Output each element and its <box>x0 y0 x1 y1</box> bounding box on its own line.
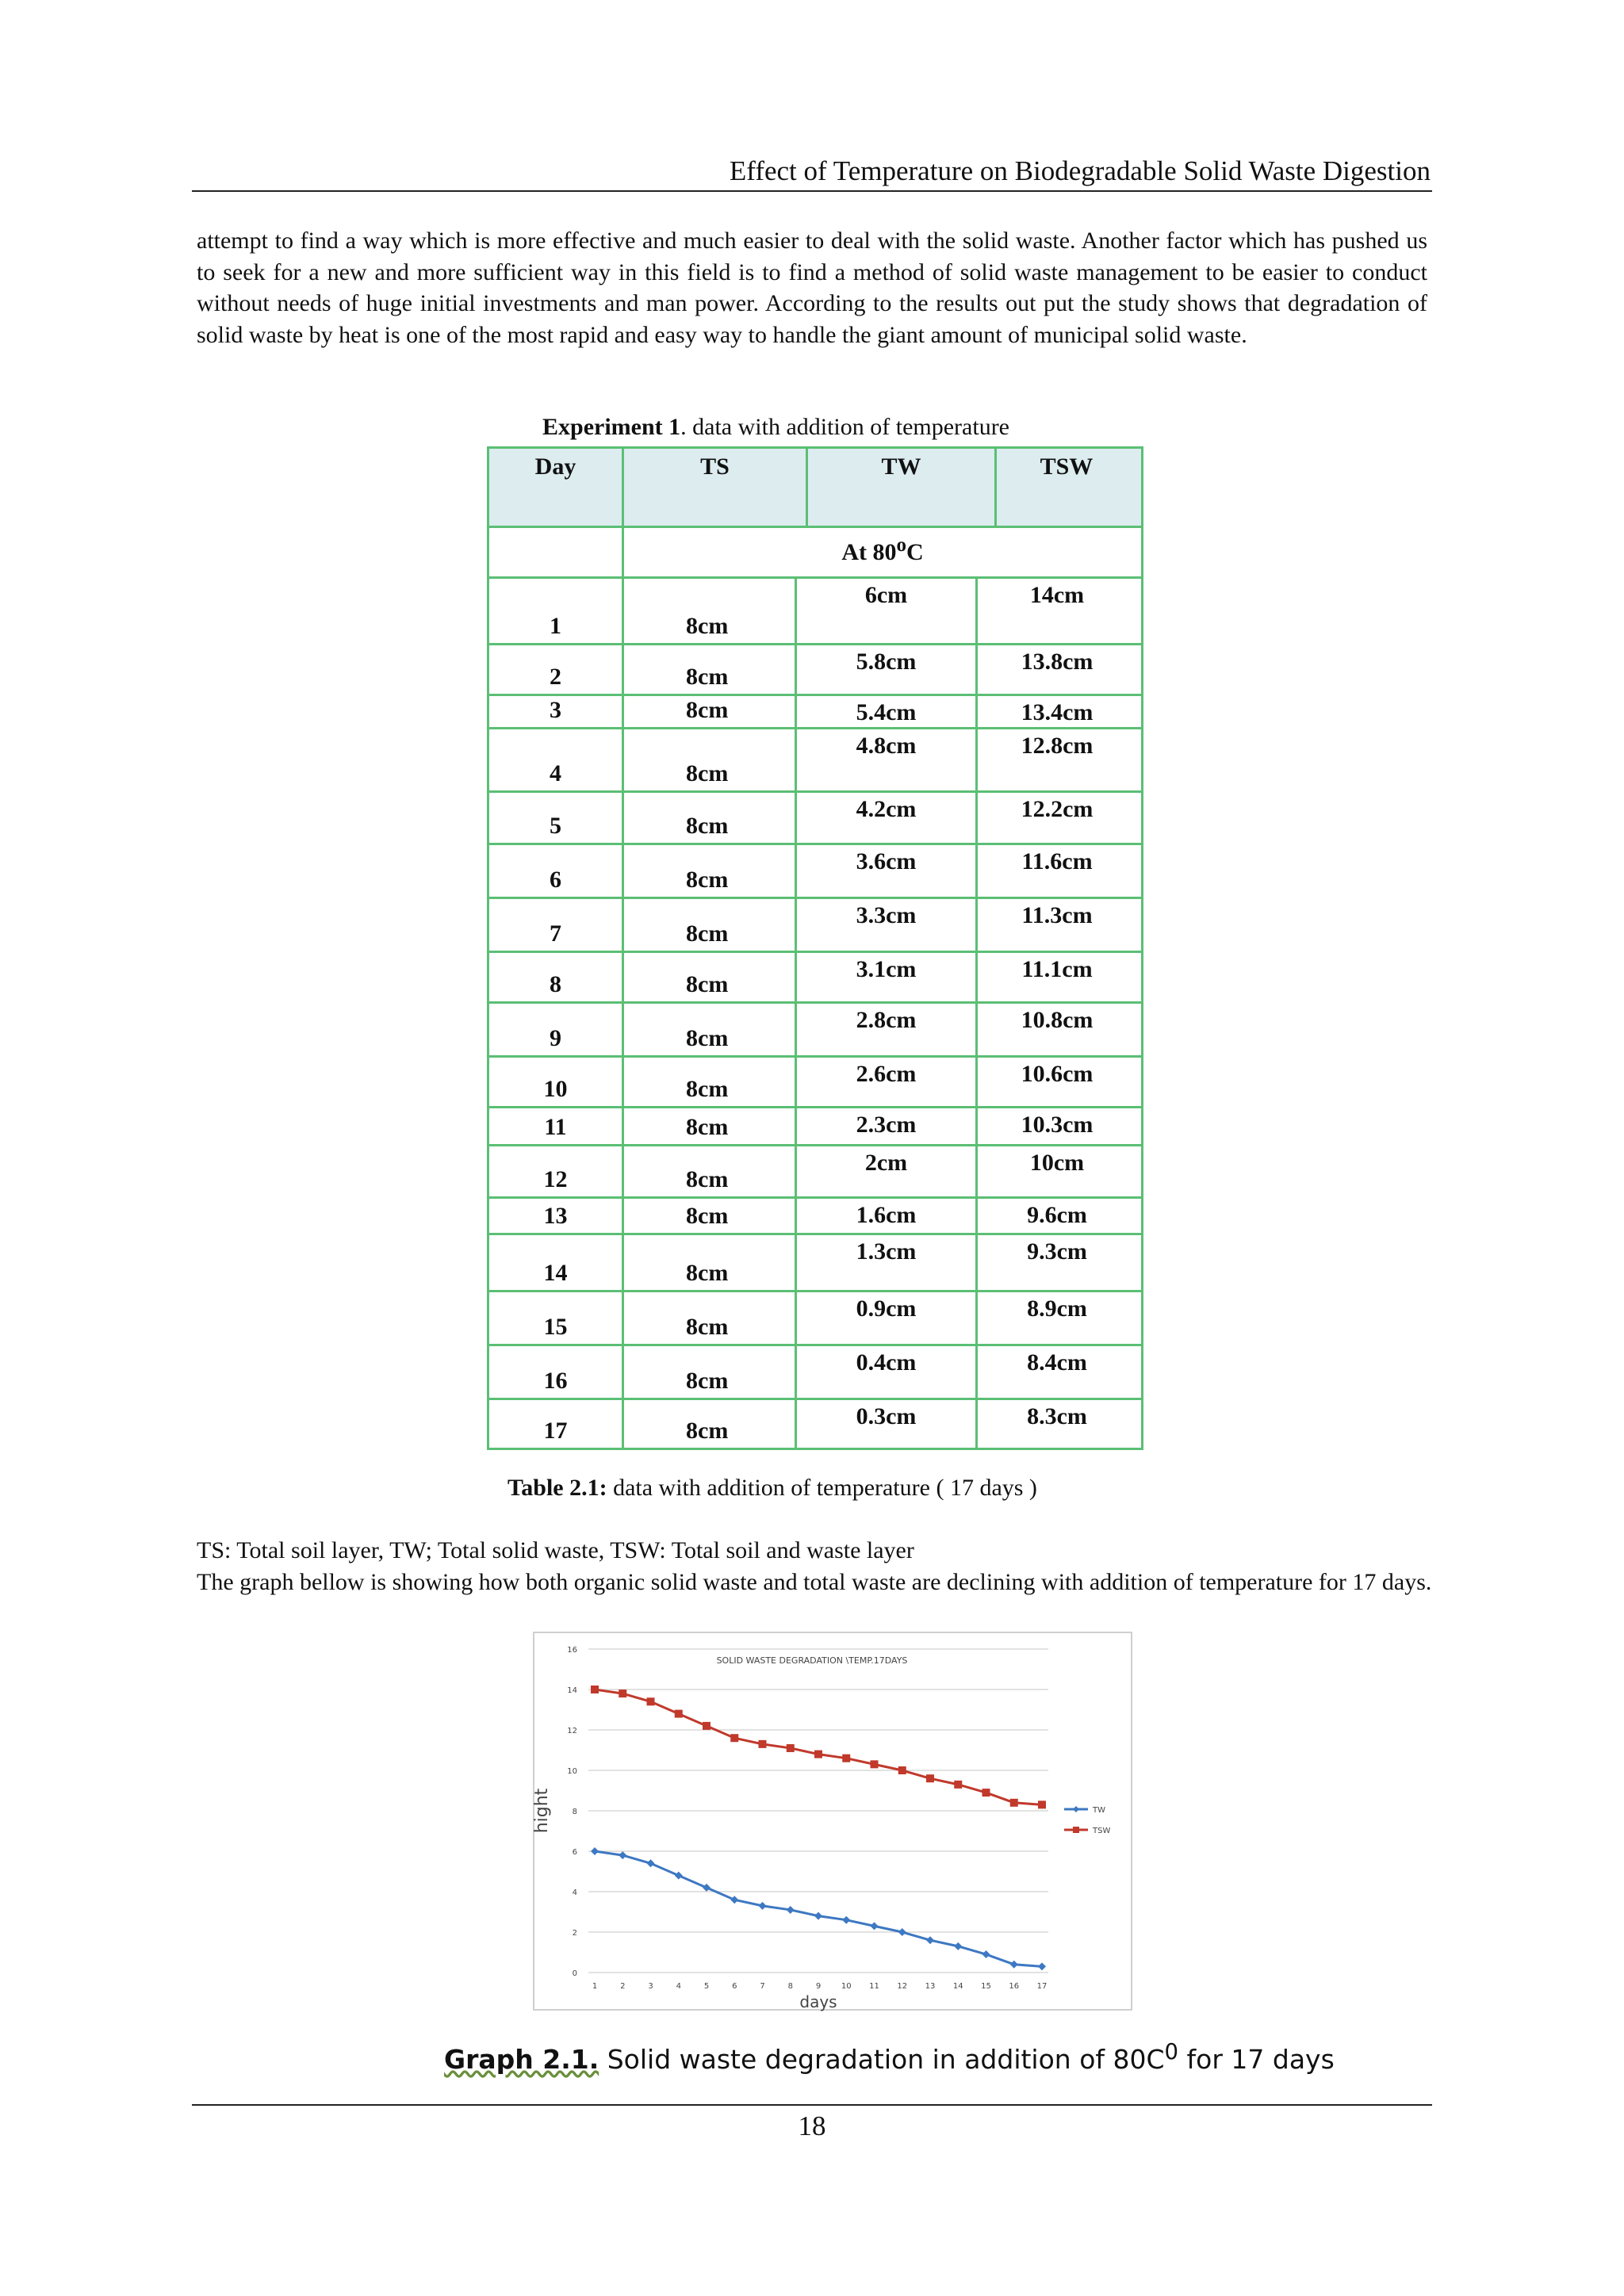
tw-cell-text: 2.8cm <box>856 1007 917 1033</box>
tw-cell-text: 3.3cm <box>856 902 917 928</box>
ts-cell-text: 8cm <box>686 1368 729 1394</box>
ts-cell-text: 8cm <box>686 760 729 786</box>
tsw-cell <box>978 579 1136 643</box>
ts-cell-text: 8cm <box>686 1076 729 1102</box>
ts-cell-text: 8cm <box>686 697 729 723</box>
ts-cell-text: 8cm <box>686 1166 729 1192</box>
x-tick-label: 9 <box>815 1982 822 1991</box>
tw-cell-text: 4.8cm <box>856 733 917 759</box>
ts-cell <box>624 1058 797 1106</box>
tsw-cell-text: 10cm <box>1029 1150 1085 1176</box>
tw-cell <box>797 579 978 643</box>
day-cell <box>489 1146 624 1196</box>
tsw-cell-text: 10.3cm <box>1021 1112 1094 1138</box>
caption-rest: . data with addition of temperature <box>680 414 1009 440</box>
data-point-tsw <box>1038 1800 1046 1808</box>
table-row <box>489 1199 1141 1235</box>
ts-cell-text: 8cm <box>686 1025 729 1051</box>
x-tick-label: 5 <box>703 1982 710 1991</box>
tw-cell <box>797 1108 978 1144</box>
ts-cell-text: 8cm <box>686 1418 729 1444</box>
line-chart <box>533 1632 1132 2011</box>
x-tick-label: 1 <box>592 1982 598 1991</box>
legend-marker-tsw <box>1073 1827 1079 1833</box>
table-row <box>489 1400 1141 1448</box>
x-tick-label: 10 <box>841 1982 852 1991</box>
day-cell-text: 16 <box>543 1368 568 1394</box>
table-row <box>489 1346 1141 1400</box>
data-point-tsw <box>675 1710 683 1718</box>
table-top-caption <box>542 414 1009 441</box>
table-row <box>489 793 1141 845</box>
day-cell <box>489 899 624 951</box>
day-cell <box>489 1235 624 1290</box>
data-point-tsw <box>591 1686 599 1693</box>
tsw-cell <box>978 1004 1136 1055</box>
data-point-tsw <box>982 1789 990 1797</box>
data-point-tsw <box>842 1755 850 1762</box>
table-row <box>489 899 1141 953</box>
table-body <box>489 579 1141 1448</box>
day-cell-text: 11 <box>544 1114 567 1140</box>
table-row <box>489 729 1141 793</box>
tsw-cell <box>978 645 1136 694</box>
ts-cell <box>624 1346 797 1398</box>
tsw-cell-text: 9.6cm <box>1027 1202 1087 1228</box>
ts-cell <box>624 696 797 727</box>
x-tick-label: 2 <box>620 1982 626 1991</box>
page-number: 18 <box>798 2110 826 2141</box>
tw-cell-text: 0.3cm <box>856 1403 917 1429</box>
y-tick-label: 4 <box>572 1888 577 1897</box>
tsw-cell-text: 8.3cm <box>1027 1403 1087 1429</box>
data-point-tw <box>926 1936 934 1944</box>
x-tick-label: 6 <box>732 1982 737 1991</box>
tsw-cell-text: 8.9cm <box>1027 1295 1087 1322</box>
data-point-tsw <box>647 1697 655 1705</box>
legend-marker-tw <box>1073 1806 1079 1812</box>
x-tick-label: 11 <box>869 1982 879 1991</box>
ts-cell-text: 8cm <box>686 813 729 839</box>
ts-cell <box>624 1400 797 1448</box>
tw-cell <box>797 696 978 727</box>
table-row <box>489 845 1141 899</box>
ts-cell <box>624 1108 797 1144</box>
tsw-cell-text: 13.8cm <box>1021 649 1094 675</box>
y-tick-label: 16 <box>567 1646 577 1655</box>
tsw-cell <box>978 1199 1136 1233</box>
caption-bold: Experiment 1 <box>542 414 681 440</box>
tsw-cell <box>978 1146 1136 1196</box>
ts-cell <box>624 1292 797 1344</box>
y-tick-label: 6 <box>572 1848 577 1857</box>
day-cell <box>489 1199 624 1233</box>
x-tick-label: 4 <box>676 1982 681 1991</box>
data-point-tw <box>759 1902 767 1910</box>
ts-cell <box>624 845 797 897</box>
table-row <box>489 696 1141 729</box>
tsw-cell-text: 10.6cm <box>1021 1061 1094 1087</box>
tsw-cell-text: 13.4cm <box>1021 699 1094 725</box>
data-point-tsw <box>1010 1799 1018 1807</box>
day-cell-text: 1 <box>550 613 561 639</box>
day-cell <box>489 1400 624 1448</box>
day-cell-text: 12 <box>543 1166 568 1192</box>
x-tick-label: 8 <box>787 1982 793 1991</box>
tw-cell <box>797 1199 978 1233</box>
ts-cell <box>624 1235 797 1290</box>
data-point-tsw <box>759 1740 767 1748</box>
day-cell-text: 13 <box>543 1203 568 1229</box>
table-bottom-caption <box>508 1475 1037 1502</box>
tw-cell <box>797 1400 978 1448</box>
x-tick-label: 17 <box>1036 1982 1048 1991</box>
table-row <box>489 1058 1141 1108</box>
day-cell-text: 9 <box>550 1025 561 1051</box>
tw-cell-text: 6cm <box>864 582 908 608</box>
day-cell-text: 6 <box>550 867 561 893</box>
tw-cell <box>797 729 978 790</box>
running-header: Effect of Temperature on Biodegradable Solid Waste Digestion <box>729 155 1431 186</box>
day-cell <box>489 1108 624 1144</box>
x-tick-label: 7 <box>760 1982 765 1991</box>
ts-cell-text: 8cm <box>686 1203 729 1229</box>
temperature-row <box>489 528 1141 579</box>
tw-cell <box>797 793 978 843</box>
tsw-cell <box>978 953 1136 1001</box>
day-cell <box>489 845 624 897</box>
tsw-cell <box>978 729 1136 790</box>
data-point-tsw <box>703 1722 710 1730</box>
tw-cell <box>797 845 978 897</box>
day-cell <box>489 579 624 643</box>
day-cell <box>489 696 624 727</box>
data-point-tsw <box>619 1689 626 1697</box>
tsw-cell-text: 11.1cm <box>1021 956 1093 982</box>
data-point-tw <box>842 1916 850 1924</box>
table-row <box>489 1004 1141 1058</box>
ts-cell-text: 8cm <box>686 1114 729 1140</box>
ts-cell <box>624 793 797 843</box>
tsw-cell <box>978 793 1136 843</box>
data-point-tw <box>619 1851 626 1859</box>
tsw-cell <box>978 1108 1136 1144</box>
tsw-cell <box>978 1235 1136 1290</box>
y-tick-label: 0 <box>572 1969 577 1978</box>
tsw-cell-text: 8.4cm <box>1027 1349 1087 1376</box>
data-point-tw <box>703 1884 710 1892</box>
day-cell-text: 17 <box>543 1418 568 1444</box>
tsw-cell <box>978 1058 1136 1106</box>
tsw-cell <box>978 899 1136 951</box>
tw-cell-text: 3.6cm <box>856 848 917 874</box>
tw-cell-text: 5.4cm <box>856 699 917 725</box>
empty-cell <box>489 528 624 576</box>
caption-bold: Table 2.1: <box>508 1475 607 1501</box>
data-point-tw <box>730 1896 738 1904</box>
tw-cell-text: 4.2cm <box>856 796 917 822</box>
tw-cell <box>797 899 978 951</box>
tw-cell <box>797 1292 978 1344</box>
tw-cell-text: 2.6cm <box>856 1061 917 1087</box>
ts-cell-text: 8cm <box>686 613 729 639</box>
day-cell <box>489 645 624 694</box>
data-point-tw <box>982 1950 990 1958</box>
x-tick-label: 3 <box>648 1982 653 1991</box>
graph-caption: Graph 2.1. Solid waste degradation in addition of $80C^0$ for 17 days <box>444 2039 1335 2075</box>
table-row <box>489 579 1141 645</box>
data-point-tw <box>591 1847 599 1855</box>
day-cell-text: 14 <box>543 1260 568 1286</box>
table-row <box>489 953 1141 1004</box>
tsw-cell <box>978 845 1136 897</box>
data-point-tw <box>1010 1961 1018 1969</box>
ts-cell <box>624 953 797 1001</box>
data-point-tw <box>954 1942 962 1950</box>
data-point-tw <box>787 1906 795 1914</box>
data-point-tw <box>871 1922 879 1930</box>
temperature-label: At 80$^o$C <box>841 534 924 565</box>
data-table <box>487 446 1143 1450</box>
day-cell-text: 7 <box>550 920 561 947</box>
day-cell <box>489 1292 624 1344</box>
data-point-tsw <box>814 1751 822 1758</box>
tw-cell-text: 1.3cm <box>856 1238 917 1265</box>
tw-cell-text: 2cm <box>864 1150 908 1176</box>
x-tick-label: 14 <box>952 1982 963 1991</box>
data-point-tw <box>814 1912 822 1920</box>
tw-cell-text: 0.9cm <box>856 1295 917 1322</box>
ts-cell <box>624 1146 797 1196</box>
data-point-tw <box>898 1928 906 1936</box>
tw-cell <box>797 1235 978 1290</box>
header-tw: TW <box>808 449 997 526</box>
day-cell-text: 15 <box>543 1314 568 1340</box>
data-point-tsw <box>898 1766 906 1774</box>
tsw-cell-text: 14cm <box>1029 582 1085 608</box>
table-row <box>489 1292 1141 1346</box>
tsw-cell-text: 12.8cm <box>1021 733 1094 759</box>
ts-cell <box>624 729 797 790</box>
ts-cell-text: 8cm <box>686 1314 729 1340</box>
data-point-tsw <box>730 1734 738 1742</box>
day-cell-text: 10 <box>543 1076 568 1102</box>
day-cell-text: 2 <box>550 664 561 690</box>
x-tick-label: 13 <box>925 1982 936 1991</box>
tsw-cell-text: 11.3cm <box>1021 902 1093 928</box>
tw-cell <box>797 1058 978 1106</box>
day-cell <box>489 1058 624 1106</box>
header-day: Day <box>489 449 624 526</box>
ts-cell-text: 8cm <box>686 664 729 690</box>
tsw-cell <box>978 1400 1136 1448</box>
table-row <box>489 645 1141 696</box>
tw-cell <box>797 1346 978 1398</box>
ts-cell <box>624 1004 797 1055</box>
tw-cell <box>797 1004 978 1055</box>
table-row <box>489 1146 1141 1199</box>
x-tick-label: 12 <box>897 1982 908 1991</box>
y-tick-label: 10 <box>567 1767 577 1776</box>
tw-cell-text: 5.8cm <box>856 649 917 675</box>
header-ts: TS <box>624 449 808 526</box>
graph-caption-bold: Graph 2.1. <box>444 2044 599 2075</box>
ts-cell <box>624 645 797 694</box>
y-tick-label: 14 <box>567 1686 577 1695</box>
day-cell <box>489 793 624 843</box>
abbreviation-legend: TS: Total soil layer, TW; Total solid waste, TSW: Total soil and waste layer <box>197 1537 914 1563</box>
data-point-tsw <box>926 1774 934 1782</box>
ts-cell-text: 8cm <box>686 971 729 997</box>
x-axis-label: days <box>799 1992 837 2011</box>
tsw-cell-text: 12.2cm <box>1021 796 1094 822</box>
day-cell-text: 5 <box>550 813 561 839</box>
header-rule <box>192 190 1432 192</box>
data-point-tsw <box>787 1744 795 1752</box>
series-line-tw <box>595 1851 1042 1966</box>
day-cell <box>489 1004 624 1055</box>
series-line-tsw <box>595 1689 1042 1804</box>
ts-cell-text: 8cm <box>686 1260 729 1286</box>
tw-cell-text: 0.4cm <box>856 1349 917 1376</box>
y-axis-label: hight <box>532 1788 552 1834</box>
table-row <box>489 1235 1141 1292</box>
table-header-row <box>489 449 1141 528</box>
tw-cell-text: 2.3cm <box>856 1112 917 1138</box>
x-tick-label: 15 <box>981 1982 991 1991</box>
tsw-cell-text: 10.8cm <box>1021 1007 1094 1033</box>
y-tick-label: 2 <box>572 1929 577 1938</box>
day-cell <box>489 953 624 1001</box>
day-cell <box>489 729 624 790</box>
tsw-cell <box>978 1292 1136 1344</box>
data-point-tw <box>675 1872 683 1880</box>
legend-label-tw: TW <box>1093 1806 1105 1815</box>
body-paragraph: attempt to find a way which is more effective and much easier to deal with the solid waste. Another factor which has pushed us to seek for a new and more sufficient way in this field is to find a method of solid waste management to be easier to conduct without needs of huge initial investments and man power. According to the results out put the study shows that degradation of solid waste by heat is one of the most rapid and easy way to handle the giant amount of municipal solid waste. <box>197 228 1427 348</box>
day-cell <box>489 1346 624 1398</box>
table-row <box>489 1108 1141 1146</box>
tsw-cell-text: 9.3cm <box>1027 1238 1087 1265</box>
data-point-tw <box>647 1859 655 1867</box>
tsw-cell <box>978 696 1136 727</box>
y-tick-label: 12 <box>567 1727 577 1735</box>
ts-cell-text: 8cm <box>686 920 729 947</box>
tsw-cell <box>978 1346 1136 1398</box>
header-tsw: TSW <box>1040 453 1094 480</box>
ts-cell <box>624 579 797 643</box>
tw-cell-text: 1.6cm <box>856 1202 917 1228</box>
ts-cell-text: 8cm <box>686 867 729 893</box>
tw-cell-text: 3.1cm <box>856 956 917 982</box>
chart-svg <box>534 1633 1131 2009</box>
tw-cell <box>797 645 978 694</box>
day-cell-text: 3 <box>550 697 561 723</box>
day-cell-text: 4 <box>550 760 561 786</box>
footer-rule <box>192 2104 1432 2106</box>
legend-label-tsw: TSW <box>1093 1827 1111 1835</box>
graph-intro: The graph bellow is showing how both organic solid waste and total waste are declining with addition of temperature for 17 days. <box>197 1569 1432 1595</box>
ts-cell <box>624 899 797 951</box>
x-tick-label: 16 <box>1009 1982 1020 1991</box>
chart-title: SOLID WASTE DEGRADATION \TEMP.17DAYS <box>716 1655 908 1666</box>
day-cell-text: 8 <box>550 971 561 997</box>
data-point-tsw <box>871 1760 879 1768</box>
tw-cell <box>797 953 978 1001</box>
y-tick-label: 8 <box>572 1808 577 1816</box>
ts-cell <box>624 1199 797 1233</box>
tsw-cell-text: 11.6cm <box>1021 848 1093 874</box>
tw-cell <box>797 1146 978 1196</box>
caption-rest: data with addition of temperature ( 17 days ) <box>607 1475 1037 1501</box>
data-point-tw <box>1038 1962 1046 1970</box>
data-point-tsw <box>954 1781 962 1789</box>
